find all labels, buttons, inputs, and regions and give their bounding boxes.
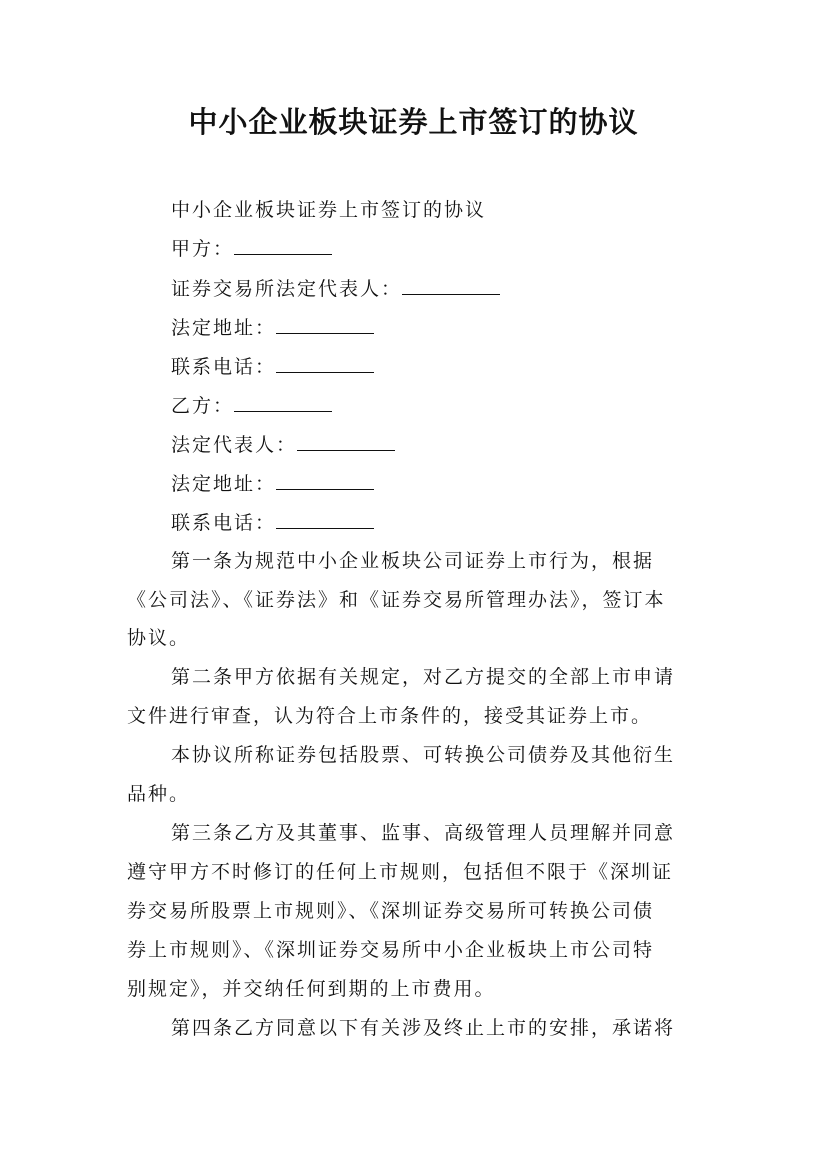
article-3-line-2: 遵守甲方不时修订的任何上市规则，包括但不限于《深圳证 [127, 861, 674, 883]
party-a-address-label: 法定地址： [171, 317, 277, 339]
exchange-representative-blank[interactable] [402, 276, 500, 295]
securities-scope-line-1: 本协议所称证券包括股票、可转换公司债券及其他衍生 [171, 744, 676, 766]
securities-scope-line-2: 品种。 [127, 783, 191, 805]
subtitle-line: 中小企业板块证券上市签订的协议 [171, 199, 487, 221]
party-a-line [171, 230, 332, 268]
party-b-representative-line [171, 426, 395, 464]
party-a-phone-line [171, 348, 374, 386]
article-1-line-1: 第一条为规范中小企业板块公司证券上市行为，根据 [171, 550, 655, 572]
article-2-line-2: 文件进行审查，认为符合上市条件的，接受其证券上市。 [127, 705, 653, 727]
party-a-address-line [171, 309, 374, 347]
party-b-representative-label: 法定代表人： [171, 434, 298, 456]
party-a-label: 甲方： [171, 238, 235, 260]
party-b-address-blank[interactable] [276, 471, 374, 490]
party-a-phone-label: 联系电话： [171, 356, 277, 378]
party-a-blank[interactable] [234, 236, 332, 255]
article-2-line-1: 第二条甲方依据有关规定，对乙方提交的全部上市申请 [171, 666, 676, 688]
party-b-label: 乙方： [171, 395, 235, 417]
party-b-phone-blank[interactable] [276, 510, 374, 529]
exchange-representative-label: 证券交易所法定代表人： [171, 278, 403, 300]
article-3-line-5: 别规定》，并交纳任何到期的上市费用。 [127, 978, 496, 1000]
party-b-line [171, 387, 332, 425]
party-b-address-label: 法定地址： [171, 473, 277, 495]
party-b-phone-line [171, 504, 374, 542]
article-3-line-1: 第三条乙方及其董事、监事、高级管理人员理解并同意 [171, 822, 676, 844]
party-b-blank[interactable] [234, 393, 332, 412]
party-b-address-line [171, 465, 374, 503]
article-3-line-3: 券交易所股票上市规则》、《深圳证券交易所可转换公司债 [127, 900, 655, 922]
party-a-phone-blank[interactable] [276, 354, 374, 373]
article-1-line-2: 《公司法》、《证券法》和《证券交易所管理办法》，签订本 [127, 589, 666, 611]
party-b-representative-blank[interactable] [297, 432, 395, 451]
article-4-line-1: 第四条乙方同意以下有关涉及终止上市的安排，承诺将 [171, 1017, 676, 1039]
party-a-address-blank[interactable] [276, 315, 374, 334]
party-b-phone-label: 联系电话： [171, 512, 277, 534]
article-1-line-3: 协议。 [127, 627, 191, 649]
exchange-representative-line [171, 270, 500, 308]
document-title: 中小企业板块证券上市签订的协议 [188, 105, 639, 139]
article-3-line-4: 券上市规则》、《深圳证券交易所中小企业板块上市公司特 [127, 939, 655, 961]
